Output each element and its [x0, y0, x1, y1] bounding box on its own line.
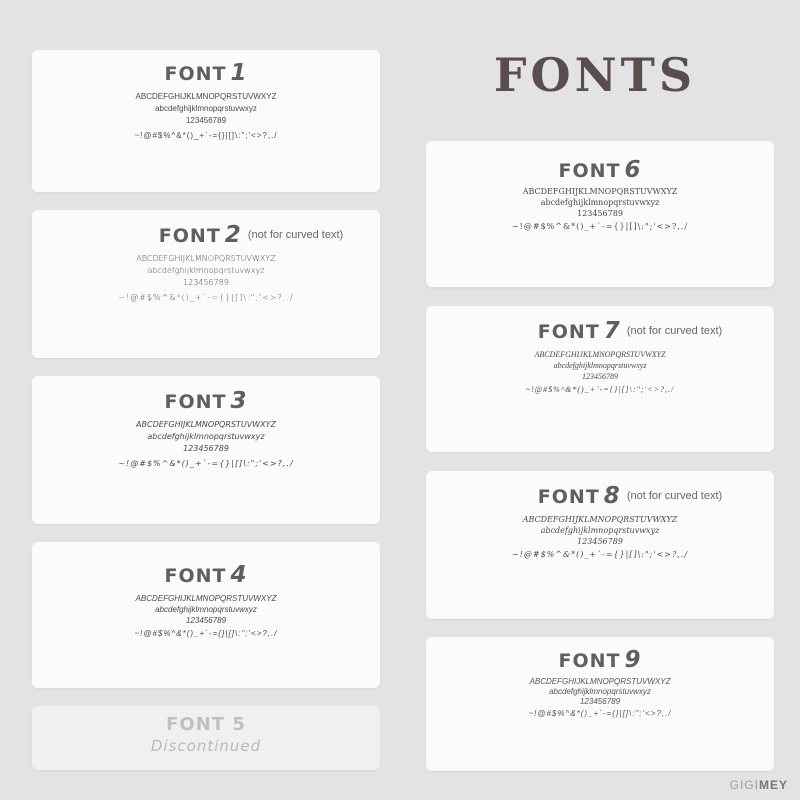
font-card-9[interactable] — [426, 637, 774, 771]
symbols-sample: ~!@#$%^&*()_+`-={}|[]\:";'<>?,./ — [511, 222, 689, 231]
font-card-7[interactable] — [426, 306, 774, 452]
symbols-sample: ~!@#$%^&*()_+`-={}|[]\:";'<>?,./ — [118, 459, 294, 468]
font-number: 4 — [230, 562, 248, 588]
lowercase-sample: abcdefghijklmnopqrstuvwxyz — [549, 687, 651, 696]
lowercase-sample: abcdefghijklmnopqrstuvwxyz — [147, 266, 265, 275]
font-title — [426, 318, 774, 344]
font-card-5 — [32, 706, 380, 770]
symbols-sample: ~!@#$%^&*()_+`-={}|[]\:";'<>?,./ — [525, 385, 675, 394]
font-label: FONT — [558, 650, 621, 672]
lowercase-sample: abcdefghijklmnopqrstuvwxyz — [147, 432, 265, 441]
symbols-sample: ~!@#$%^&*()_+`-={}|[]\:";'<>?,./ — [134, 131, 278, 140]
lowercase-sample: abcdefghijklmnopqrstuvwxyz — [553, 361, 647, 370]
font-note: (not for curved text) — [626, 325, 723, 337]
font-label: FONT — [158, 225, 221, 247]
font-number: 1 — [230, 60, 248, 86]
symbols-sample: ~!@#$%^&*()_+`-={}|[]\:";'<>?,./ — [528, 709, 672, 718]
font-title — [426, 483, 774, 509]
font-number: 7 — [603, 318, 621, 344]
symbols-sample: ~!@#$%^&*()_+`-={}|[]\:";'<>?,./ — [511, 550, 689, 559]
page-heading: FONTS — [493, 48, 697, 102]
symbols-sample: ~!@#$%^&*()_+`-={}|[]\:";'<>?,./ — [118, 293, 294, 302]
font-number: 2 — [224, 222, 242, 248]
font-title — [32, 388, 380, 414]
digits-sample: 123456789 — [577, 537, 623, 546]
font-label: FONT — [164, 63, 227, 85]
digits-sample: 123456789 — [579, 697, 621, 706]
symbols-sample: ~!@#$%^&*()_+`-={}|[]\:";'<>?,./ — [134, 629, 278, 638]
font-card-6[interactable] — [426, 141, 774, 287]
uppercase-sample: ABCDEFGHIJKLMNOPQRSTUVWXYZ — [522, 187, 678, 196]
brand-part2: MEY — [758, 778, 788, 792]
digits-sample: 123456789 — [577, 209, 623, 218]
font-label: FONT — [537, 486, 600, 508]
digits-sample: 123456789 — [185, 616, 227, 625]
lowercase-sample: abcdefghijklmnopqrstuvwxyz — [155, 104, 257, 113]
font-note: (not for curved text) — [626, 490, 723, 502]
font-number: 3 — [230, 388, 248, 414]
font-title — [32, 562, 380, 588]
uppercase-sample: ABCDEFGHIJKLMNOPQRSTUVWXYZ — [522, 515, 678, 524]
font-title: FONT 5 — [166, 714, 246, 735]
uppercase-sample: ABCDEFGHIJKLMNOPQRSTUVWXYZ — [135, 92, 277, 101]
digits-sample: 123456789 — [185, 116, 227, 125]
font-card-1[interactable] — [32, 50, 380, 192]
font-number: 8 — [603, 483, 621, 509]
font-label: FONT — [164, 565, 227, 587]
uppercase-sample: ABCDEFGHIJKLMNOPQRSTUVWXYZ — [534, 350, 666, 359]
font-card-4[interactable] — [32, 542, 380, 688]
font-title — [426, 647, 774, 673]
brand-watermark — [730, 778, 788, 792]
uppercase-sample: ABCDEFGHIJKLMNOPQRSTUVWXYZ — [136, 254, 276, 263]
digits-sample: 123456789 — [183, 278, 229, 287]
font-label: FONT — [537, 321, 600, 343]
digits-sample: 123456789 — [582, 372, 618, 381]
discontinued-label: Discontinued — [150, 737, 262, 755]
font-card-3[interactable] — [32, 376, 380, 524]
lowercase-sample: abcdefghijklmnopqrstuvwxyz — [155, 605, 257, 614]
font-label: FONT — [164, 391, 227, 413]
font-label: FONT — [558, 160, 621, 182]
font-title — [32, 222, 380, 248]
uppercase-sample: ABCDEFGHIJKLMNOPQRSTUVWXYZ — [136, 420, 276, 429]
digits-sample: 123456789 — [183, 444, 229, 453]
uppercase-sample: ABCDEFGHIJKLMNOPQRSTUVWXYZ — [529, 677, 671, 686]
font-card-2[interactable] — [32, 210, 380, 358]
font-note: (not for curved text) — [247, 229, 344, 241]
brand-part1: GIGI — [729, 778, 759, 792]
font-number: 6 — [624, 157, 642, 183]
font-title — [426, 157, 774, 183]
font-card-8[interactable] — [426, 471, 774, 619]
uppercase-sample: ABCDEFGHIJKLMNOPQRSTUVWXYZ — [135, 594, 277, 603]
font-number: 9 — [624, 647, 642, 673]
font-title — [32, 60, 380, 86]
lowercase-sample: abcdefghijklmnopqrstuvwxyz — [540, 526, 660, 535]
lowercase-sample: abcdefghijklmnopqrstuvwxyz — [540, 198, 660, 207]
